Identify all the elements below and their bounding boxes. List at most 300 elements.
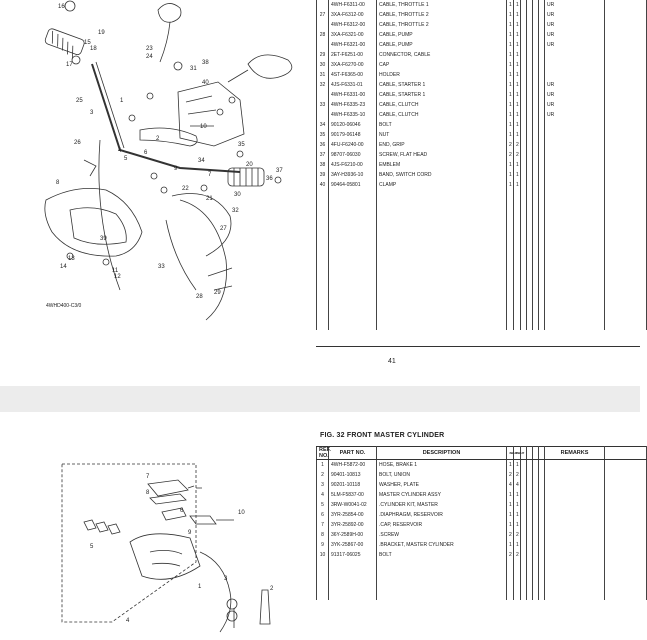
blank-cell — [377, 270, 507, 280]
blank-cell — [329, 210, 377, 220]
blank-cell — [514, 220, 521, 230]
blank-cell — [545, 260, 605, 270]
blank-cell — [317, 290, 329, 300]
fig32-callout-10: 10 — [238, 510, 245, 516]
ref-no-cell: 28 — [317, 30, 329, 40]
blank-cell — [605, 470, 647, 480]
callout-33: 33 — [158, 264, 165, 270]
remarks-cell — [545, 460, 605, 471]
empty-row — [317, 310, 647, 320]
ref-no-cell: 40 — [317, 180, 329, 190]
parts-row — [317, 0, 647, 10]
callout-2: 2 — [156, 136, 160, 142]
part-no-cell: 4WH-F6335-10 — [329, 110, 377, 120]
callout-8: 8 — [56, 180, 60, 186]
callout-19: 19 — [98, 30, 105, 36]
qty-cell: 1 — [507, 110, 514, 120]
parts-row — [317, 140, 647, 150]
blank-cell — [605, 90, 647, 100]
ref-no-cell: 34 — [317, 120, 329, 130]
blank-cell — [545, 250, 605, 260]
callout-35: 35 — [238, 142, 245, 148]
part-no-cell: 4ST-F6365-00 — [329, 70, 377, 80]
blank-cell — [545, 310, 605, 320]
qty-cell: 1 — [514, 10, 521, 20]
callout-31: 31 — [190, 66, 197, 72]
description-cell: SCREW, FLAT HEAD — [377, 150, 507, 160]
qty-cell: 1 — [507, 510, 514, 520]
empty-row — [317, 290, 647, 300]
blank-cell — [605, 0, 647, 10]
blank-cell — [545, 210, 605, 220]
page-separator — [0, 386, 640, 412]
blank-cell — [545, 200, 605, 210]
blank-cell — [317, 300, 329, 310]
fig32-callout-9: 9 — [188, 530, 192, 536]
qty-cell: 1 — [514, 40, 521, 50]
ref-no-cell: 32 — [317, 80, 329, 90]
figure-title: FIG. 32 FRONT MASTER CYLINDER — [320, 432, 445, 439]
blank-cell — [605, 300, 647, 310]
part-no-cell: 4WH-F5872-00 — [329, 460, 377, 471]
parts-table-bottom — [316, 446, 647, 600]
description-cell: WASHER, PLATE — [377, 480, 507, 490]
qty-cell: 1 — [507, 10, 514, 20]
blank-cell — [317, 580, 329, 590]
remarks-cell: UR — [545, 30, 605, 40]
blank-cell — [377, 320, 507, 330]
callout-36: 36 — [266, 176, 273, 182]
remarks-cell — [545, 540, 605, 550]
part-no-cell: 3XA-F6321-00 — [329, 30, 377, 40]
qty-cell: 1 — [514, 80, 521, 90]
blank-cell — [605, 110, 647, 120]
parts-row — [317, 180, 647, 190]
blank-cell — [605, 210, 647, 220]
blank-cell — [605, 260, 647, 270]
qty-cell: 1 — [507, 60, 514, 70]
blank-cell — [605, 170, 647, 180]
callout-34: 34 — [198, 158, 205, 164]
fig32-callout-8: 8 — [146, 490, 150, 496]
header-description: DESCRIPTION — [377, 447, 507, 460]
callout-5: 5 — [124, 156, 128, 162]
blank-cell — [514, 190, 521, 200]
empty-row — [317, 590, 647, 600]
parts-row — [317, 110, 647, 120]
description-cell: CABLE, THROTTLE 2 — [377, 20, 507, 30]
blank-cell — [377, 300, 507, 310]
blank-cell — [329, 190, 377, 200]
description-cell: .BRACKET, MASTER CYLINDER — [377, 540, 507, 550]
callout-7: 7 — [208, 172, 212, 178]
blank-cell — [377, 250, 507, 260]
blank-cell — [605, 200, 647, 210]
blank-cell — [545, 220, 605, 230]
part-no-cell: 4WH-F6321-00 — [329, 40, 377, 50]
header-qty-model-1: 4WH6 — [507, 447, 514, 460]
remarks-cell — [545, 60, 605, 70]
parts-row — [317, 90, 647, 100]
part-no-cell: 4WH-F6335-23 — [329, 100, 377, 110]
blank-cell — [317, 200, 329, 210]
callout-20: 20 — [246, 162, 253, 168]
qty-cell: 1 — [507, 160, 514, 170]
blank-cell — [329, 570, 377, 580]
blank-cell — [605, 20, 647, 30]
remarks-cell — [545, 150, 605, 160]
blank-cell — [329, 590, 377, 600]
description-cell: NUT — [377, 130, 507, 140]
fig32-callout-1: 1 — [198, 584, 202, 590]
callout-11: 11 — [112, 268, 119, 274]
description-cell: BAND, SWITCH CORD — [377, 170, 507, 180]
qty-cell: 1 — [514, 30, 521, 40]
qty-cell: 1 — [507, 70, 514, 80]
parts-row — [317, 490, 647, 500]
parts-row — [317, 120, 647, 130]
qty-cell: 1 — [507, 180, 514, 190]
parts-row — [317, 40, 647, 50]
description-cell: CONNECTOR, CABLE — [377, 50, 507, 60]
qty-cell: 1 — [514, 510, 521, 520]
blank-cell — [329, 310, 377, 320]
callout-28: 28 — [196, 294, 203, 300]
qty-cell: 1 — [514, 490, 521, 500]
ref-no-cell: 5 — [317, 500, 329, 510]
blank-cell — [605, 530, 647, 540]
blank-cell — [605, 540, 647, 550]
ref-no-cell: 37 — [317, 150, 329, 160]
blank-cell — [605, 520, 647, 530]
qty-cell: 1 — [514, 60, 521, 70]
remarks-cell — [545, 490, 605, 500]
remarks-cell: UR — [545, 110, 605, 120]
qty-cell: 1 — [507, 20, 514, 30]
blank-cell — [507, 250, 514, 260]
blank-cell — [317, 320, 329, 330]
blank-cell — [329, 230, 377, 240]
empty-row — [317, 580, 647, 590]
qty-cell: 1 — [507, 170, 514, 180]
blank-cell — [605, 230, 647, 240]
blank-cell — [514, 320, 521, 330]
blank-cell — [317, 250, 329, 260]
callout-39: 39 — [100, 236, 107, 242]
blank-cell — [605, 190, 647, 200]
blank-cell — [329, 240, 377, 250]
description-cell: HOSE, BRAKE 1 — [377, 460, 507, 471]
callout-40: 40 — [202, 80, 209, 86]
part-no-cell: 98707-06030 — [329, 150, 377, 160]
remarks-cell — [545, 170, 605, 180]
part-no-cell: 3XA-F6312-00 — [329, 10, 377, 20]
part-no-cell: 5LM-F5837-00 — [329, 490, 377, 500]
qty-cell: 1 — [507, 460, 514, 471]
remarks-cell — [545, 160, 605, 170]
blank-cell — [317, 590, 329, 600]
callout-21: 21 — [206, 196, 213, 202]
blank-cell — [514, 570, 521, 580]
part-no-cell: 4WH-F6312-00 — [329, 20, 377, 30]
remarks-cell — [545, 500, 605, 510]
remarks-cell — [545, 480, 605, 490]
blank-cell — [507, 260, 514, 270]
blank-cell — [377, 260, 507, 270]
blank-cell — [514, 280, 521, 290]
description-cell: .DIAPHRAGM, RESERVOIR — [377, 510, 507, 520]
qty-cell: 4 — [507, 480, 514, 490]
part-no-cell: 3YK-25867-00 — [329, 540, 377, 550]
qty-cell: 1 — [507, 50, 514, 60]
diagram-code: 4WHD400-C3/0 — [46, 303, 82, 309]
ref-no-cell: 30 — [317, 60, 329, 70]
description-cell: CABLE, STARTER 1 — [377, 90, 507, 100]
qty-cell: 1 — [514, 170, 521, 180]
blank-cell — [545, 230, 605, 240]
blank-cell — [507, 190, 514, 200]
blank-cell — [605, 120, 647, 130]
callout-18: 18 — [90, 46, 97, 52]
blank-cell — [507, 310, 514, 320]
parts-row — [317, 520, 647, 530]
ref-no-cell: 38 — [317, 160, 329, 170]
callout-12: 12 — [114, 274, 121, 280]
part-no-cell: 90179-06148 — [329, 130, 377, 140]
remarks-cell — [545, 180, 605, 190]
callout-29: 29 — [214, 290, 221, 296]
parts-row — [317, 100, 647, 110]
header-blank — [605, 447, 647, 460]
part-no-cell: 4JS-F6331-01 — [329, 80, 377, 90]
blank-cell — [605, 580, 647, 590]
blank-cell — [514, 200, 521, 210]
callout-26: 26 — [74, 140, 81, 146]
ref-no-cell: 3 — [317, 480, 329, 490]
blank-cell — [377, 220, 507, 230]
blank-cell — [317, 260, 329, 270]
blank-cell — [329, 250, 377, 260]
callout-25: 25 — [76, 98, 83, 104]
description-cell: CABLE, PUMP — [377, 40, 507, 50]
callout-3: 3 — [90, 110, 94, 116]
blank-cell — [605, 560, 647, 570]
part-no-cell: 3AY-H3936-10 — [329, 170, 377, 180]
blank-cell — [605, 240, 647, 250]
blank-cell — [329, 300, 377, 310]
remarks-cell — [545, 140, 605, 150]
part-no-cell: 4JS-F6210-00 — [329, 160, 377, 170]
ref-no-cell: 27 — [317, 10, 329, 20]
callout-6: 6 — [144, 150, 148, 156]
ref-no-cell: 10 — [317, 550, 329, 560]
fig32-callout-2: 2 — [270, 586, 274, 592]
empty-row — [317, 200, 647, 210]
remarks-cell: UR — [545, 40, 605, 50]
blank-cell — [317, 230, 329, 240]
blank-cell — [377, 240, 507, 250]
header-part-no: PART NO. — [329, 447, 377, 460]
ref-no-cell: 35 — [317, 130, 329, 140]
fig32-callout-4: 4 — [126, 618, 130, 624]
blank-cell — [605, 290, 647, 300]
blank-cell — [545, 280, 605, 290]
callout-30: 30 — [234, 192, 241, 198]
remarks-cell: UR — [545, 0, 605, 10]
blank-cell — [329, 270, 377, 280]
parts-row — [317, 480, 647, 490]
qty-cell: 1 — [514, 520, 521, 530]
description-cell: CABLE, PUMP — [377, 30, 507, 40]
part-no-cell: 3RW-W0041-02 — [329, 500, 377, 510]
description-cell: CABLE, THROTTLE 1 — [377, 0, 507, 10]
qty-cell: 1 — [514, 0, 521, 10]
description-cell: .SCREW — [377, 530, 507, 540]
qty-cell: 1 — [514, 90, 521, 100]
blank-cell — [605, 490, 647, 500]
fig32-callout-6: 6 — [180, 508, 184, 514]
blank-cell — [514, 580, 521, 590]
blank-cell — [605, 310, 647, 320]
header-remarks: REMARKS — [545, 447, 605, 460]
parts-row — [317, 510, 647, 520]
blank-cell — [545, 300, 605, 310]
part-no-cell: 36Y-2589H-00 — [329, 530, 377, 540]
callout-32: 32 — [232, 208, 239, 214]
description-cell: CABLE, THROTTLE 2 — [377, 10, 507, 20]
qty-cell: 1 — [507, 120, 514, 130]
blank-cell — [317, 240, 329, 250]
qty-cell: 1 — [507, 30, 514, 40]
parts-row — [317, 530, 647, 540]
callout-1: 1 — [120, 98, 124, 104]
parts-row — [317, 460, 647, 471]
handlebar-exploded-diagram — [0, 0, 316, 330]
blank-cell — [514, 270, 521, 280]
blank-cell — [507, 280, 514, 290]
description-cell: CAP — [377, 60, 507, 70]
blank-cell — [507, 200, 514, 210]
blank-cell — [605, 70, 647, 80]
blank-cell — [605, 180, 647, 190]
callout-38: 38 — [202, 60, 209, 66]
parts-row — [317, 130, 647, 140]
blank-cell — [329, 290, 377, 300]
blank-cell — [605, 130, 647, 140]
parts-row — [317, 500, 647, 510]
remarks-cell — [545, 130, 605, 140]
blank-cell — [605, 500, 647, 510]
remarks-cell: UR — [545, 80, 605, 90]
qty-cell: 1 — [514, 70, 521, 80]
blank-cell — [605, 80, 647, 90]
blank-cell — [545, 270, 605, 280]
qty-cell: 1 — [514, 120, 521, 130]
parts-row — [317, 550, 647, 560]
qty-cell: 1 — [507, 540, 514, 550]
callout-16: 16 — [58, 4, 65, 10]
description-cell: EMBLEM — [377, 160, 507, 170]
remarks-cell: UR — [545, 20, 605, 30]
empty-row — [317, 230, 647, 240]
empty-row — [317, 220, 647, 230]
callout-17: 17 — [66, 62, 73, 68]
blank-cell — [545, 590, 605, 600]
qty-cell: 2 — [514, 530, 521, 540]
remarks-cell — [545, 520, 605, 530]
master-cylinder-exploded-diagram — [0, 412, 316, 640]
description-cell: BOLT — [377, 120, 507, 130]
remarks-cell — [545, 510, 605, 520]
blank-cell — [605, 480, 647, 490]
qty-cell: 1 — [507, 40, 514, 50]
remarks-cell: UR — [545, 100, 605, 110]
qty-cell: 2 — [507, 150, 514, 160]
ref-no-cell: 8 — [317, 530, 329, 540]
part-no-cell: 3YR-25892-00 — [329, 520, 377, 530]
blank-cell — [514, 590, 521, 600]
blank-cell — [507, 320, 514, 330]
remarks-cell — [545, 70, 605, 80]
blank-cell — [605, 320, 647, 330]
qty-cell: 1 — [514, 180, 521, 190]
qty-cell: 1 — [514, 50, 521, 60]
fig32-callout-7: 7 — [146, 474, 150, 480]
qty-cell: 1 — [507, 490, 514, 500]
qty-cell: 1 — [507, 100, 514, 110]
blank-cell — [605, 570, 647, 580]
qty-cell: 2 — [514, 550, 521, 560]
part-no-cell: 4WH-F6331-00 — [329, 90, 377, 100]
part-no-cell: 90120-06046 — [329, 120, 377, 130]
blank-cell — [377, 560, 507, 570]
ref-no-cell: 4 — [317, 490, 329, 500]
blank-cell — [317, 190, 329, 200]
blank-cell — [317, 310, 329, 320]
blank-cell — [545, 190, 605, 200]
blank-cell — [514, 260, 521, 270]
ref-no-cell — [317, 110, 329, 120]
blank-cell — [514, 560, 521, 570]
blank-cell — [514, 310, 521, 320]
blank-cell — [605, 10, 647, 20]
ref-no-cell — [317, 40, 329, 50]
qty-cell: 1 — [514, 110, 521, 120]
blank-cell — [507, 560, 514, 570]
qty-cell: 1 — [507, 90, 514, 100]
ref-no-cell: 31 — [317, 70, 329, 80]
ref-no-cell: 7 — [317, 520, 329, 530]
blank-cell — [507, 270, 514, 280]
remarks-cell — [545, 50, 605, 60]
part-no-cell: 4FU-F6240-00 — [329, 140, 377, 150]
part-no-cell: 91317-06025 — [329, 550, 377, 560]
parts-row — [317, 30, 647, 40]
ref-no-cell: 36 — [317, 140, 329, 150]
qty-cell: 2 — [514, 140, 521, 150]
qty-cell: 1 — [514, 500, 521, 510]
blank-cell — [329, 280, 377, 290]
description-cell: CABLE, CLUTCH — [377, 100, 507, 110]
blank-cell — [507, 240, 514, 250]
description-cell: CABLE, CLUTCH — [377, 110, 507, 120]
qty-cell: 1 — [507, 0, 514, 10]
blank-cell — [605, 270, 647, 280]
qty-cell: 2 — [507, 550, 514, 560]
qty-cell: 4 — [514, 480, 521, 490]
blank-cell — [545, 240, 605, 250]
blank-cell — [507, 580, 514, 590]
